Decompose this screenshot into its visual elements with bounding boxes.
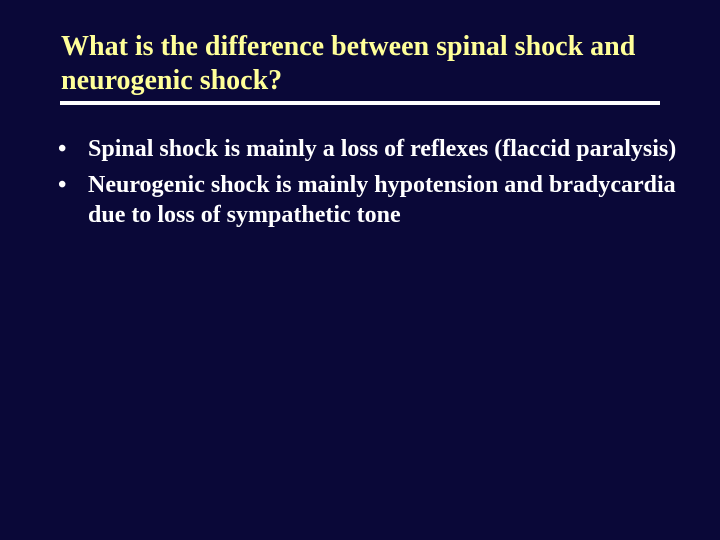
bullet-text: Spinal shock is mainly a loss of reflexes (flaccid paralysis) <box>88 136 677 162</box>
bullet-marker: • <box>58 136 67 162</box>
slide-title: What is the difference between spinal shock and neurogenic shock? <box>61 31 636 96</box>
bullet-item-neurogenic-shock <box>58 170 678 230</box>
bullet-item-spinal-shock <box>58 134 678 164</box>
bullet-list <box>58 134 678 236</box>
bullet-marker: • <box>58 172 67 198</box>
title-underline <box>60 101 660 105</box>
bullet-text: Neurogenic shock is mainly hypotension and bradycardia due to loss of sympathetic tone <box>88 172 676 228</box>
